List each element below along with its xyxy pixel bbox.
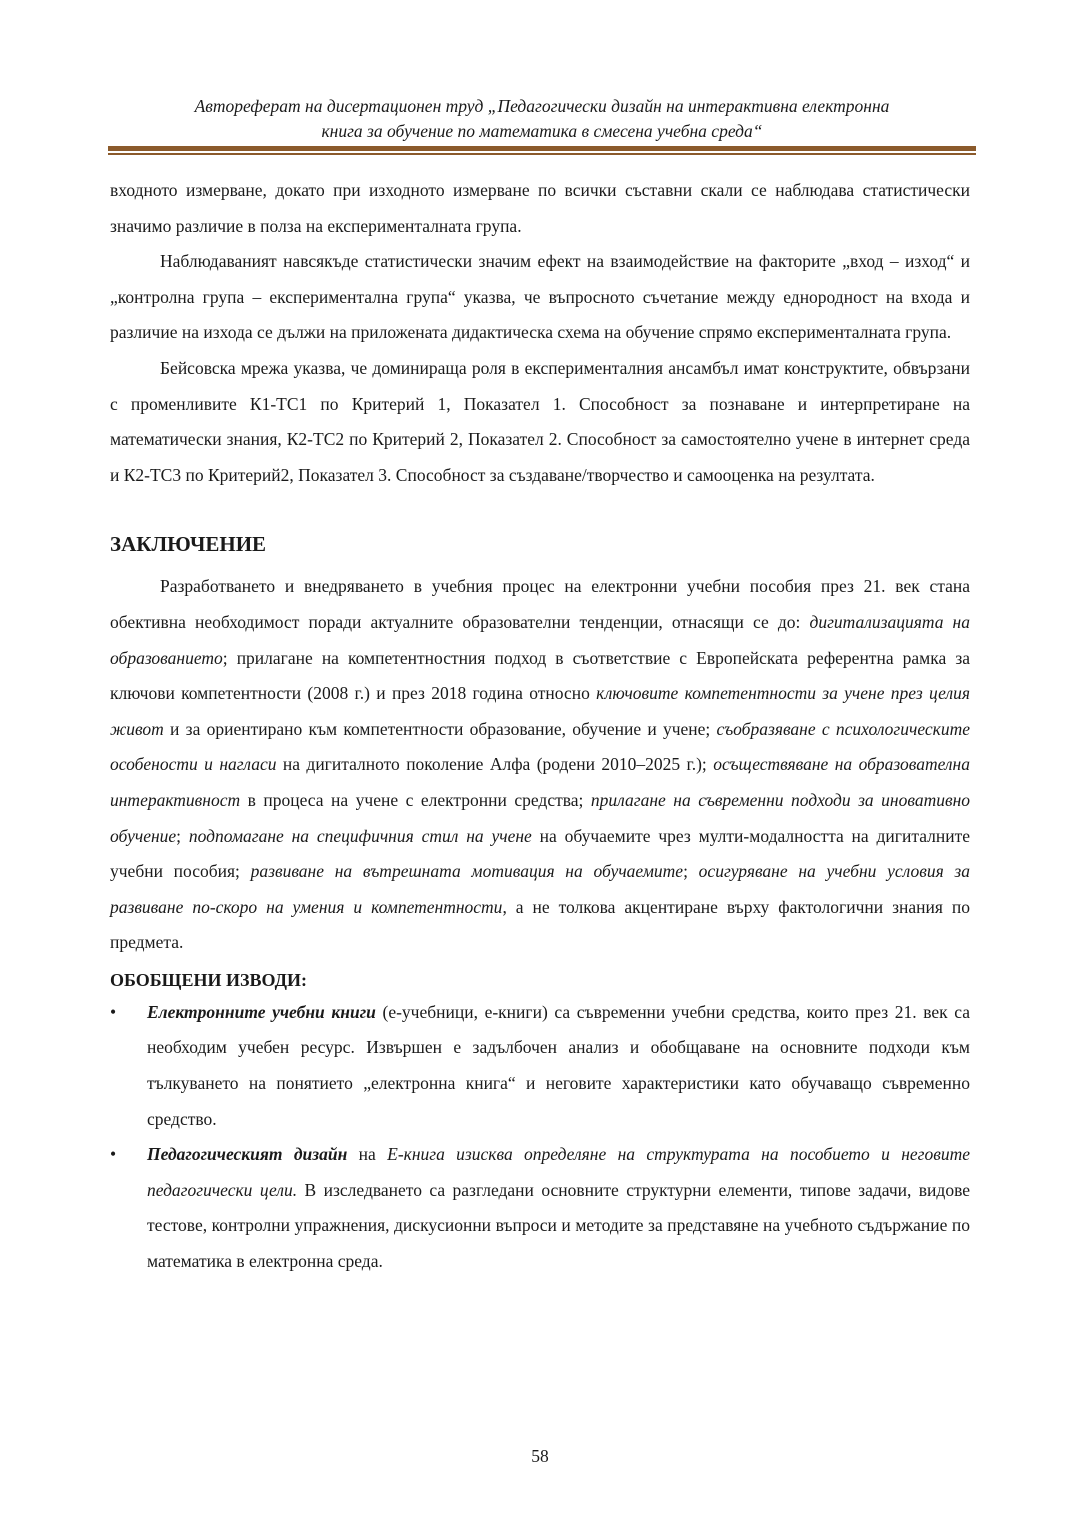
list-item-lead: Електронните учебни книги	[147, 1001, 376, 1022]
conclusion-emphasis-2: ключовите компетентности за учене през целия живот	[110, 683, 970, 739]
list-item-emphasis: Е-книга изисква определяне на структурата на пособието и неговите педагогически цели.	[147, 1144, 971, 1200]
bullet-icon: •	[110, 1001, 117, 1022]
bullet-icon: •	[110, 1144, 117, 1165]
conclusion-text-3: и за ориентирано към компетентности образование, обучение и учене;	[163, 718, 717, 739]
list-item-text-2: В изследването са разгледани основните структурни елементи, типове задачи, видове тестове, контролни упражнения, дискусионни въпроси и методите за представяне на учебното съдържание по математика в електронна среда.	[147, 1179, 971, 1272]
list-item	[110, 995, 970, 1137]
conclusion-emphasis-4: осъществяване на образователна интерактивност	[110, 754, 970, 810]
conclusion-text-2: ; прилагане на компетентностния подход в съответствие с Европейската референтна рамка за ключови компетентности (2008 г.) и през 2018 година относно	[110, 647, 970, 704]
conclusion-text-7: на обучаемите чрез мулти-модалността на дигиталните учебни пособия;	[110, 825, 970, 882]
conclusion-emphasis-5: прилагане на съвременни подходи за иновативно обучение	[110, 789, 970, 846]
conclusion-text-4: на дигиталното поколение Алфа (родени 2010–2025 г.);	[276, 754, 714, 775]
conclusion-emphasis-8: осигуряване на учебни условия за развиване по-скоро на умения и компетентности	[110, 861, 971, 917]
list-item	[110, 1137, 970, 1279]
header-line-1: Автореферат на дисертационен труд „Педагогически дизайн на интерактивна електронна	[194, 96, 890, 116]
conclusion-emphasis-3: съобразяване с психологическите особености и нагласи	[110, 718, 970, 775]
conclusion-emphasis-7: развиване на вътрешната мотивация на обучаемите	[250, 861, 684, 882]
page-number: 58	[531, 1446, 549, 1466]
conclusion-heading: ЗАКЛЮЧЕНИЕ	[110, 532, 267, 557]
running-header	[108, 94, 976, 144]
header-rule-thin	[108, 153, 976, 155]
header-line-2: книга за обучение по математика в смесена учебна среда“	[321, 121, 763, 141]
paragraph-3: Бейсовска мрежа указва, че доминираща роля в експерименталния ансамбъл имат конструктите, обвързани с променливите К1-ТС1 по Критерий 1, Показател 1. Способност за познаване и интерпретиране на математически знания, К2-ТС2 по Критерий 2, Показател 2. Способност за самостоятелно учене в интернет среда и К2-ТС3 по Критерий2, Показател 3. Способност за създаване/творчество и самооценка на резултата.	[110, 357, 970, 485]
body-text	[110, 173, 970, 1280]
paragraph-2: Наблюдаваният навсякъде статистически значим ефект на взаимодействие на факторите „вход – изход“ и „контролна група – експериментална група“ указва, че въпросното съчетание между еднородност на входа и различие на изхода се дължи на приложената дидактическа схема на обучение спрямо експерименталната група.	[110, 251, 970, 343]
header-rule-thick	[108, 146, 976, 151]
conclusion-emphasis-1: дигитализацията на образованието	[110, 611, 970, 668]
summary-list	[110, 995, 970, 1280]
conclusion-text-1: Разработването и внедряването в учебния процес на електронни учебни пособия през 21. век стана обективна необходимост поради актуалните образователни тенденции, отнасящи се до:	[110, 576, 970, 632]
list-item-lead: Педагогическият дизайн	[147, 1144, 348, 1165]
conclusion-emphasis-6: подпомагане на специфичния стил на учене	[188, 825, 532, 846]
list-item-text: на	[347, 1144, 388, 1165]
conclusion-text-9: , а не толкова акцентиране върху фактологични знания по предмета.	[110, 896, 970, 953]
conclusion-text-5: в процеса на учене с електронни средства;	[240, 789, 591, 810]
conclusion-text-6: ;	[176, 825, 189, 846]
conclusion-paragraph	[110, 569, 970, 961]
conclusion-text-8: ;	[683, 861, 699, 882]
summary-heading: ОБОБЩЕНИ ИЗВОДИ:	[110, 969, 307, 990]
paragraph-1: входното измерване, докато при изходното измерване по всички съставни скали се наблюдава статистически значимо различие в полза на експерименталната група.	[110, 180, 970, 236]
list-item-text: (е-учебници, е-книги) са съвременни учебни средства, които през 21. век са необходим учебен ресурс. Извършен е задълбочен анализ и обобщаване на основните подходи към тълкуването на понятието „електронна книга“ и неговите характеристики като обучаващо съвременно средство.	[147, 1001, 971, 1129]
